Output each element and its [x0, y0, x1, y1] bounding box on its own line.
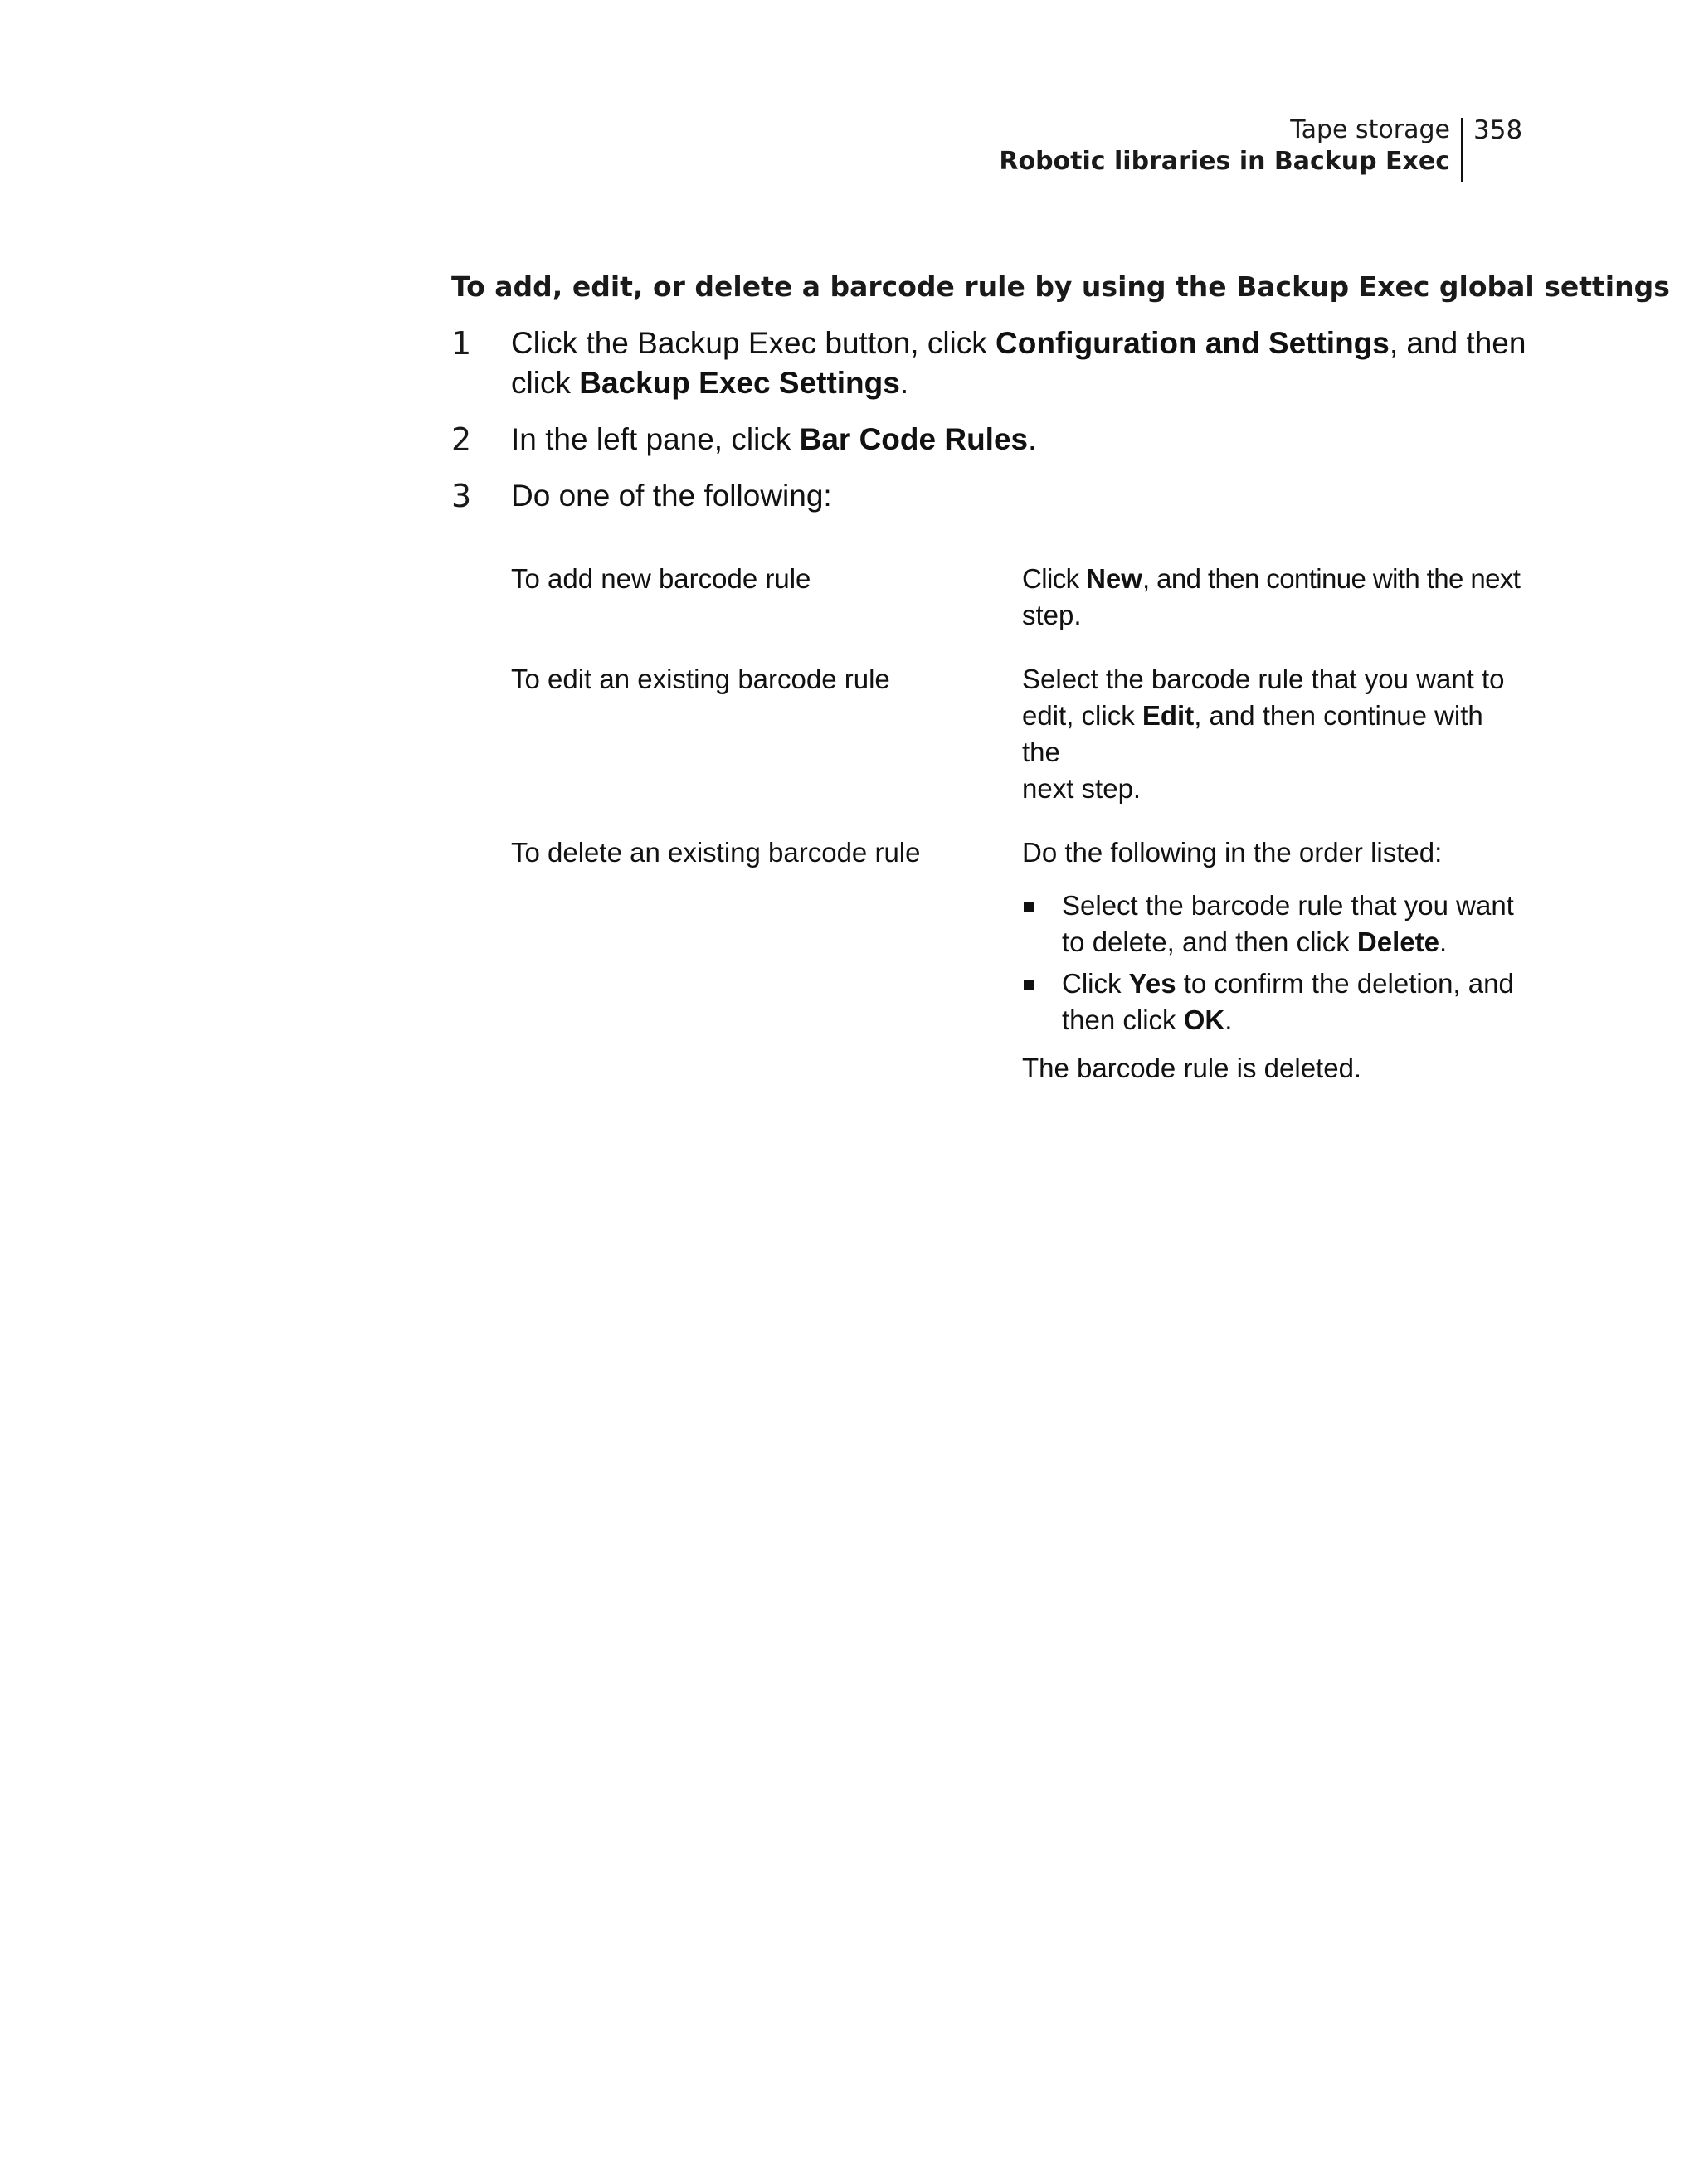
- bullet-item: [1022, 966, 1528, 1038]
- bullet-text-part: .: [1224, 1004, 1233, 1035]
- instruction-part: step.: [1022, 600, 1082, 630]
- ui-label-edit: Edit: [1142, 700, 1195, 731]
- bullet-text-part: to delete, and then click: [1062, 927, 1357, 957]
- ui-label-new: New: [1086, 563, 1142, 594]
- bullet-text-part: Select the barcode rule that you want: [1062, 890, 1514, 921]
- step-text-part: .: [899, 366, 909, 400]
- section-title: Robotic libraries in Backup Exec: [999, 147, 1450, 176]
- option-instruction: [1022, 834, 1528, 1087]
- step-2: [451, 420, 1530, 460]
- option-action: To add new barcode rule: [511, 563, 811, 594]
- option-instruction: [1022, 661, 1528, 807]
- step-text-part: Click the Backup Exec button, click: [511, 326, 996, 360]
- step-text-part: .: [1028, 422, 1037, 456]
- instruction-part: Click: [1022, 563, 1087, 594]
- chapter-title: Tape storage: [1290, 115, 1450, 144]
- procedure-steps: [451, 323, 1530, 516]
- ui-label-delete: Delete: [1356, 927, 1439, 957]
- ui-label-yes: Yes: [1128, 968, 1176, 999]
- option-action: To edit an existing barcode rule: [511, 664, 890, 694]
- step-text-part: , and then: [1389, 326, 1526, 360]
- instruction-part: Select the barcode rule that you want to: [1022, 664, 1505, 694]
- option-row-delete: [511, 834, 1531, 1087]
- step-text-part: click: [511, 366, 580, 400]
- ui-label-bar-code-rules: Bar Code Rules: [799, 422, 1029, 456]
- running-header-titles: [999, 114, 1450, 178]
- step-number: 2: [451, 421, 472, 458]
- bullet-text-part: then click: [1062, 1004, 1184, 1035]
- instruction-part: , and then continue with the next: [1142, 563, 1521, 594]
- step-text-part: In the left pane, click: [511, 422, 800, 456]
- step-number: 1: [451, 325, 472, 362]
- page-number: 358: [1473, 115, 1523, 145]
- instruction-part: next step.: [1022, 773, 1142, 804]
- instruction-part: edit, click: [1022, 700, 1142, 731]
- instruction-result: The barcode rule is deleted.: [1022, 1053, 1362, 1083]
- instruction-intro: Do the following in the order listed:: [1022, 837, 1443, 868]
- option-action: To delete an existing barcode rule: [511, 837, 921, 868]
- step-3: [451, 476, 1530, 516]
- option-row-edit: [511, 661, 1531, 807]
- instruction-bullet-list: [1022, 888, 1528, 1038]
- option-row-add: [511, 561, 1531, 634]
- square-bullet-icon: [1024, 902, 1034, 912]
- ui-label-backup-exec-settings: Backup Exec Settings: [579, 366, 900, 400]
- bullet-text-part: to confirm the deletion, and: [1176, 968, 1514, 999]
- bullet-item: [1022, 888, 1528, 961]
- instruction-part: , and then continue with the: [1022, 700, 1483, 767]
- ui-label-configuration-and-settings: Configuration and Settings: [996, 326, 1390, 360]
- step-text: [511, 323, 1530, 403]
- square-bullet-icon: [1024, 980, 1034, 990]
- step-1: [451, 323, 1530, 403]
- bullet-text-part: .: [1439, 927, 1448, 957]
- step-text: Do one of the following:: [511, 479, 832, 513]
- step-number: 3: [451, 478, 472, 514]
- step-text: [511, 420, 1530, 460]
- bullet-text-part: Click: [1062, 968, 1129, 999]
- option-instruction: [1022, 561, 1528, 634]
- header-divider: [1461, 118, 1463, 182]
- procedure-title: To add, edit, or delete a barcode rule by using the Backup Exec global settings: [451, 270, 1670, 303]
- ui-label-ok: OK: [1183, 1004, 1225, 1035]
- options-table: [511, 561, 1531, 1087]
- running-header: [913, 114, 1525, 184]
